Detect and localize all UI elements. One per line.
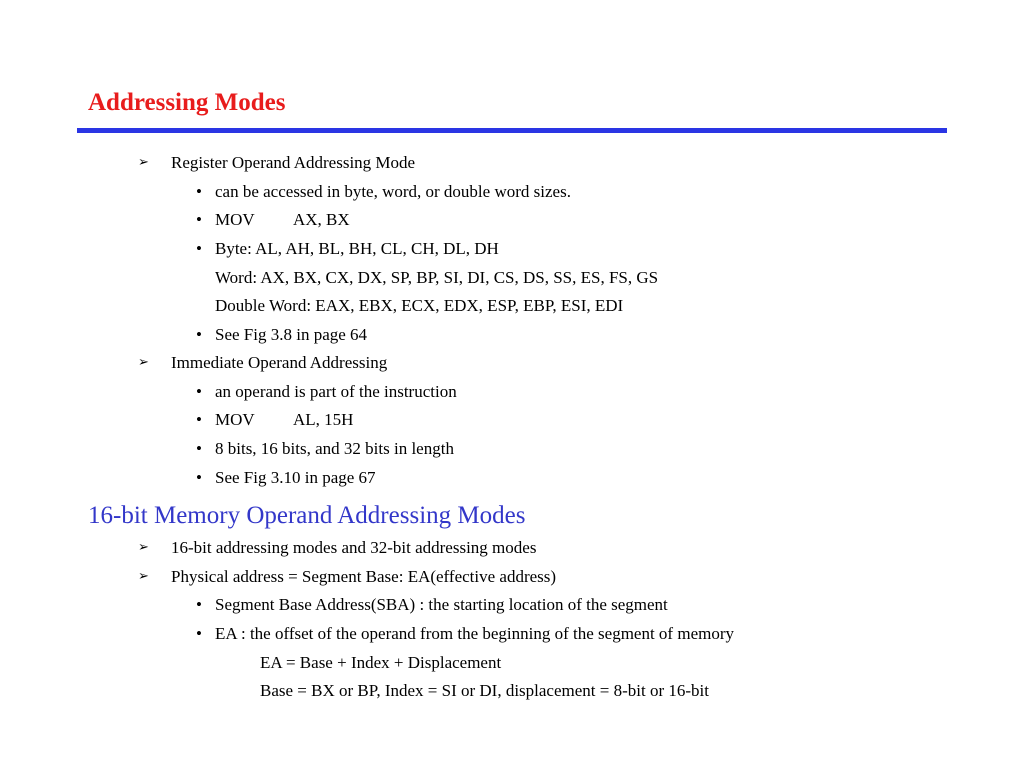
slide-title: Addressing Modes	[88, 89, 286, 116]
code-example	[215, 206, 350, 234]
list-item-label: can be accessed in byte, word, or double word sizes.	[215, 182, 571, 201]
bullet-dot-icon: •	[196, 624, 202, 643]
list-item-label: Segment Base Address(SBA) : the starting location of the segment	[215, 595, 668, 614]
list-item-label: 8 bits, 16 bits, and 32 bits in length	[215, 439, 454, 458]
list-item-label: Immediate Operand Addressing	[171, 353, 388, 372]
list-item-label: Register Operand Addressing Mode	[171, 153, 416, 172]
code-example	[215, 406, 353, 434]
figure-reference: See Fig 3.8 in page 64	[215, 325, 368, 344]
title-underline	[77, 128, 947, 133]
bullet-dot-icon: •	[196, 439, 202, 458]
bullet-dot-icon: •	[196, 210, 202, 229]
ea-formula: EA = Base + Index + Displacement	[260, 653, 502, 672]
instruction-operands: AX, BX	[293, 210, 350, 229]
bullet-dot-icon: •	[196, 410, 202, 429]
arrow-bullet-icon: ➢	[138, 540, 149, 555]
arrow-bullet-icon: ➢	[138, 569, 149, 584]
bullet-dot-icon: •	[196, 182, 202, 201]
section-heading: 16-bit Memory Operand Addressing Modes	[88, 502, 526, 529]
bullet-dot-icon: •	[196, 595, 202, 614]
arrow-bullet-icon: ➢	[138, 155, 149, 170]
instruction-mnemonic: MOV	[215, 410, 255, 429]
dword-registers: Double Word: EAX, EBX, ECX, EDX, ESP, EBP, ESI, EDI	[215, 296, 624, 315]
list-item-label: Physical address = Segment Base: EA(effective address)	[171, 567, 557, 586]
list-item-label: 16-bit addressing modes and 32-bit addressing modes	[171, 538, 537, 557]
bullet-dot-icon: •	[196, 239, 202, 258]
bullet-dot-icon: •	[196, 382, 202, 401]
instruction-operands: AL, 15H	[293, 410, 354, 429]
byte-registers: Byte: AL, AH, BL, BH, CL, CH, DL, DH	[215, 239, 499, 258]
bullet-dot-icon: •	[196, 468, 202, 487]
arrow-bullet-icon: ➢	[138, 355, 149, 370]
figure-reference: See Fig 3.10 in page 67	[215, 468, 376, 487]
list-item-label: EA : the offset of the operand from the beginning of the segment of memory	[215, 624, 734, 643]
register-note: Base = BX or BP, Index = SI or DI, displacement = 8-bit or 16-bit	[260, 681, 709, 700]
word-registers: Word: AX, BX, CX, DX, SP, BP, SI, DI, CS, DS, SS, ES, FS, GS	[215, 268, 659, 287]
instruction-mnemonic: MOV	[215, 210, 255, 229]
bullet-dot-icon: •	[196, 325, 202, 344]
list-item-label: an operand is part of the instruction	[215, 382, 457, 401]
